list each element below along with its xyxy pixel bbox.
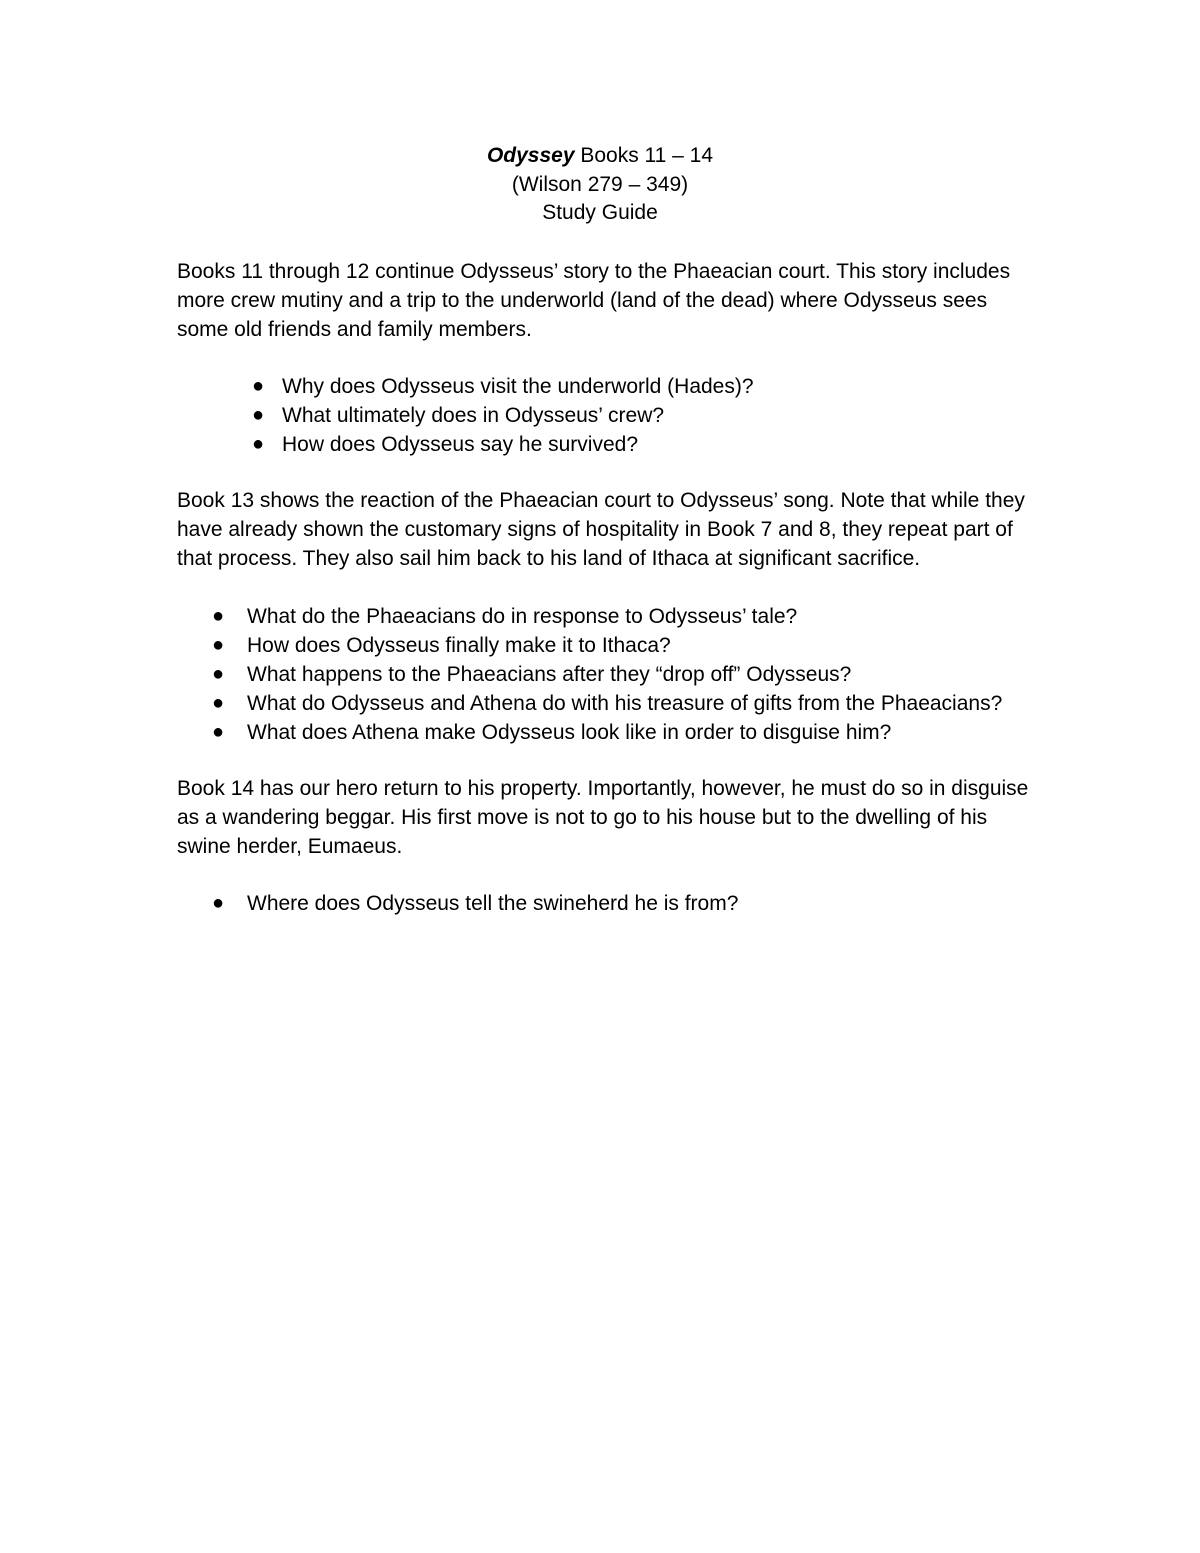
question-list <box>177 889 1037 918</box>
title-rest: Books 11 – 14 <box>574 144 714 167</box>
question-text: Why does Odysseus visit the underworld (Hades)? <box>282 375 754 398</box>
bullet-icon: ● <box>212 892 225 914</box>
bullet-icon: ● <box>212 721 225 743</box>
list-item <box>177 689 1037 718</box>
title-italic: Odyssey <box>486 144 575 167</box>
section-paragraph: Book 13 shows the reaction of the Phaeacian court to Odysseus’ song. Note that while they have already shown the customary signs of hospitality in Book 7 and 8, they repeat part of that process. They also sail him back to his land of Ithaca at significant sacrifice. <box>177 489 1025 570</box>
bullet-icon: ● <box>212 663 225 685</box>
bullet-icon: ● <box>252 375 265 397</box>
section-paragraph: Books 11 through 12 continue Odysseus’ story to the Phaeacian court. This story includes more crew mutiny and a trip to the underworld (land of the dead) where Odysseus sees some old friends and family members. <box>177 260 1011 341</box>
question-list <box>177 372 1037 459</box>
list-item <box>177 718 1037 747</box>
page-range: (Wilson 279 – 349) <box>511 172 689 196</box>
section-book-14 <box>177 775 1037 861</box>
section-paragraph: Book 14 has our hero return to his property. Importantly, however, he must do so in disguise as a wandering beggar. His first move is not to go to his house but to the dwelling of his swine herder, Eumaeus. <box>177 777 1029 858</box>
bullet-icon: ● <box>212 605 225 627</box>
question-list <box>177 602 1037 747</box>
list-item <box>177 372 1037 401</box>
question-text: What do the Phaeacians do in response to Odysseus’ tale? <box>247 605 798 628</box>
question-text: How does Odysseus finally make it to Ithaca? <box>247 634 671 657</box>
question-text: What does Athena make Odysseus look like in order to disguise him? <box>247 721 892 744</box>
document-title <box>0 142 1200 171</box>
list-item <box>177 602 1037 631</box>
question-text: What do Odysseus and Athena do with his treasure of gifts from the Phaeacians? <box>247 692 1003 715</box>
bullet-icon: ● <box>212 692 225 714</box>
list-item <box>177 401 1037 430</box>
bullet-icon: ● <box>212 634 225 656</box>
bullet-icon: ● <box>252 404 265 426</box>
question-text: What ultimately does in Odysseus’ crew? <box>282 404 665 427</box>
list-item <box>177 889 1037 918</box>
list-item <box>177 430 1037 459</box>
title-block <box>0 142 1200 228</box>
document-subtitle: Study Guide <box>542 201 658 224</box>
section-book-13 <box>177 487 1037 573</box>
bullet-icon: ● <box>252 433 265 455</box>
list-item <box>177 660 1037 689</box>
question-text: Where does Odysseus tell the swineherd he is from? <box>247 892 739 915</box>
question-text: How does Odysseus say he survived? <box>282 433 639 456</box>
section-books-11-12 <box>177 258 1037 344</box>
question-text: What happens to the Phaeacians after they “drop off” Odysseus? <box>247 663 852 686</box>
list-item <box>177 631 1037 660</box>
